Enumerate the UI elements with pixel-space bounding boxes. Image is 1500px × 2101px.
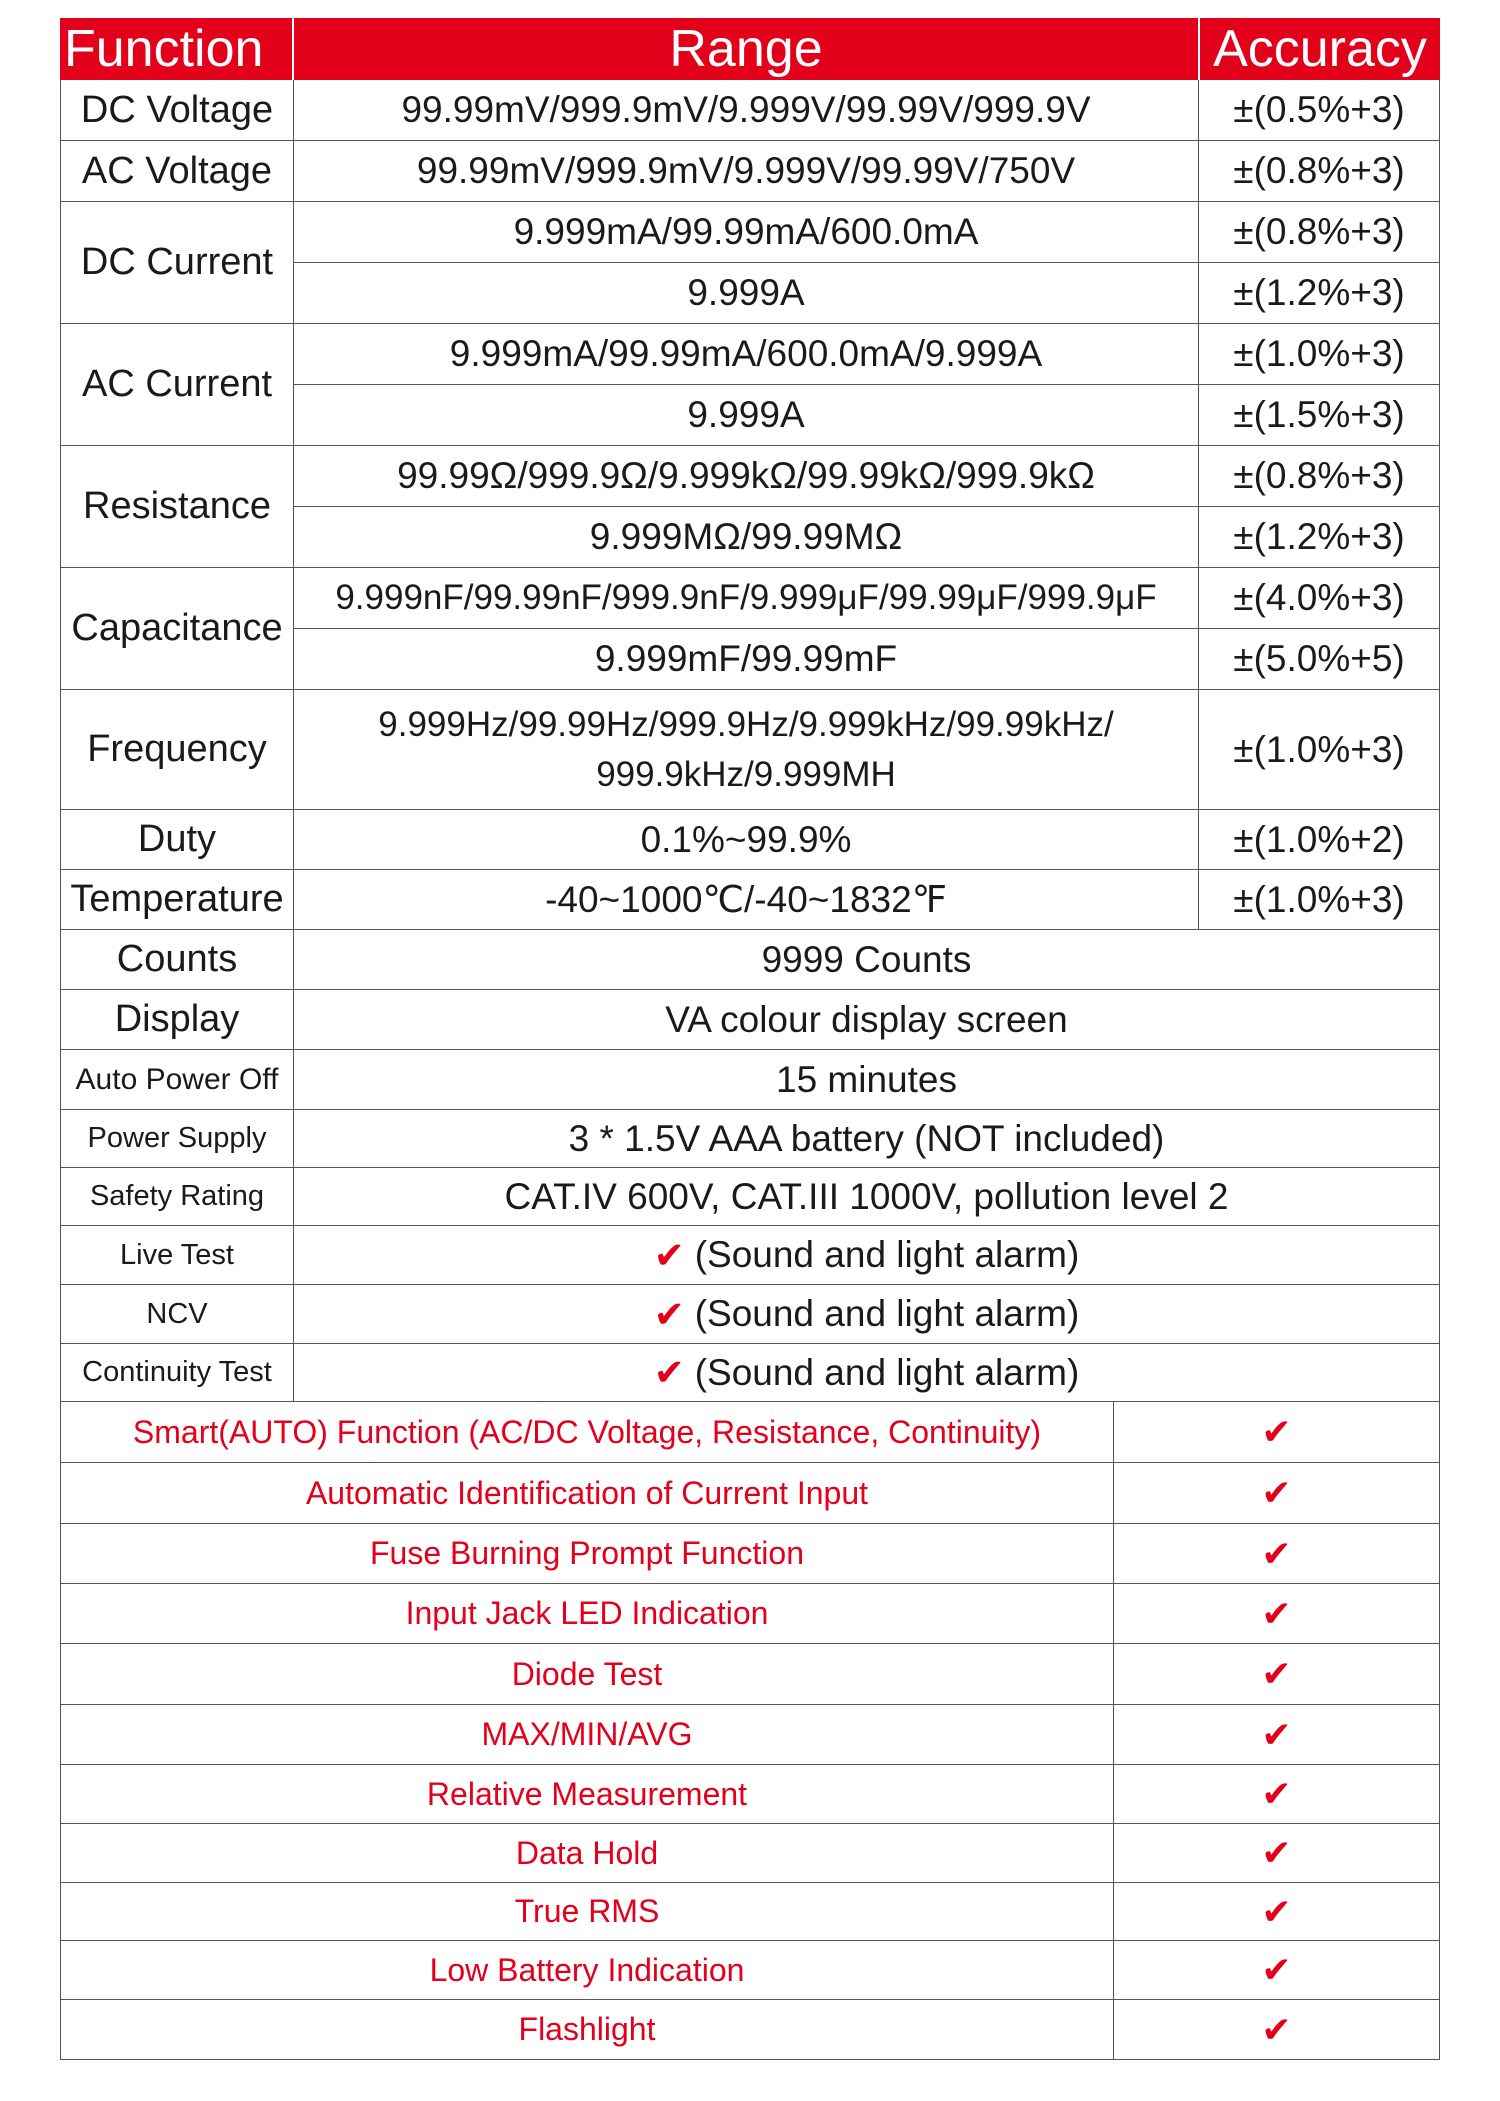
general-label: Power Supply	[60, 1110, 294, 1168]
spec-row-ac-current	[60, 324, 1440, 446]
accuracy-value: ±(0.5%+3)	[1198, 80, 1440, 141]
general-value-text: (Sound and light alarm)	[694, 1351, 1080, 1393]
check-icon: ✔	[1114, 1941, 1440, 2000]
feature-row	[60, 1584, 1440, 1644]
general-value: 3 * 1.5V AAA battery (NOT included)	[294, 1110, 1440, 1168]
feature-row	[60, 1705, 1440, 1765]
spec-row-temperature	[60, 870, 1440, 930]
check-icon: ✔	[653, 1293, 685, 1335]
check-icon: ✔	[1114, 1463, 1440, 1524]
feature-label: Smart(AUTO) Function (AC/DC Voltage, Resistance, Continuity)	[60, 1402, 1114, 1463]
range-value: 9.999mF/99.99mF	[294, 629, 1198, 690]
feature-label: Diode Test	[60, 1644, 1114, 1705]
general-row-live-test	[60, 1226, 1440, 1285]
general-value: CAT.IV 600V, CAT.III 1000V, pollution level 2	[294, 1168, 1440, 1226]
feature-label: Relative Measurement	[60, 1765, 1114, 1824]
accuracy-value: ±(1.0%+3)	[1198, 870, 1440, 930]
feature-label: MAX/MIN/AVG	[60, 1705, 1114, 1765]
general-value: 15 minutes	[294, 1050, 1440, 1110]
function-label: Frequency	[60, 690, 294, 810]
header-function: Function	[60, 18, 294, 80]
range-value: 99.99mV/999.9mV/9.999V/99.99V/999.9V	[294, 80, 1198, 141]
general-row-counts	[60, 930, 1440, 990]
function-label: DC Current	[60, 202, 294, 324]
function-label: DC Voltage	[60, 80, 294, 141]
range-value: 9.999A	[294, 263, 1198, 324]
range-value: -40~1000℃/-40~1832℉	[294, 870, 1198, 930]
feature-label: Fuse Burning Prompt Function	[60, 1524, 1114, 1584]
general-value	[294, 1285, 1440, 1344]
check-icon: ✔	[653, 1352, 685, 1393]
function-label: Resistance	[60, 446, 294, 568]
general-value	[294, 1226, 1440, 1285]
feature-label: Data Hold	[60, 1824, 1114, 1883]
general-row-display	[60, 990, 1440, 1050]
general-label: Auto Power Off	[60, 1050, 294, 1110]
feature-row	[60, 1824, 1440, 1883]
check-icon: ✔	[1114, 2000, 1440, 2060]
feature-row	[60, 2000, 1440, 2060]
accuracy-value: ±(1.0%+3)	[1198, 690, 1440, 810]
feature-label: True RMS	[60, 1883, 1114, 1941]
accuracy-value: ±(1.2%+3)	[1198, 263, 1440, 324]
range-line-1: 9.999Hz/99.99Hz/999.9Hz/9.999kHz/99.99kHz/	[378, 704, 1114, 744]
general-label: Continuity Test	[60, 1344, 294, 1402]
header-range: Range	[294, 18, 1198, 80]
accuracy-value: ±(0.8%+3)	[1198, 446, 1440, 507]
feature-row	[60, 1765, 1440, 1824]
feature-row	[60, 1883, 1440, 1941]
accuracy-value: ±(1.2%+3)	[1198, 507, 1440, 568]
spec-row-resistance	[60, 446, 1440, 568]
feature-row	[60, 1463, 1440, 1524]
header-accuracy: Accuracy	[1198, 18, 1440, 80]
spec-row-dc-current	[60, 202, 1440, 324]
accuracy-value: ±(0.8%+3)	[1198, 202, 1440, 263]
feature-row	[60, 1524, 1440, 1584]
accuracy-value: ±(1.0%+2)	[1198, 810, 1440, 870]
accuracy-value: ±(1.0%+3)	[1198, 324, 1440, 385]
general-row-ncv	[60, 1285, 1440, 1344]
general-row-power-supply	[60, 1110, 1440, 1168]
general-label: Display	[60, 990, 294, 1050]
range-value: 99.99Ω/999.9Ω/9.999kΩ/99.99kΩ/999.9kΩ	[294, 446, 1198, 507]
range-line-2: 999.9kHz/9.999MH	[596, 754, 896, 794]
spec-row-duty	[60, 810, 1440, 870]
general-value-text: (Sound and light alarm)	[694, 1293, 1080, 1334]
function-label: AC Current	[60, 324, 294, 446]
feature-label: Automatic Identification of Current Input	[60, 1463, 1114, 1524]
general-value: 9999 Counts	[294, 930, 1440, 990]
range-value: 9.999A	[294, 385, 1198, 446]
range-value: 9.999mA/99.99mA/600.0mA/9.999A	[294, 324, 1198, 385]
spec-row-ac-voltage	[60, 141, 1440, 202]
check-icon: ✔	[1114, 1402, 1440, 1463]
accuracy-value: ±(1.5%+3)	[1198, 385, 1440, 446]
function-label: Duty	[60, 810, 294, 870]
feature-label: Low Battery Indication	[60, 1941, 1114, 2000]
general-value-text: (Sound and light alarm)	[694, 1234, 1080, 1275]
accuracy-value: ±(5.0%+5)	[1198, 629, 1440, 690]
general-row-auto-power-off	[60, 1050, 1440, 1110]
feature-label: Input Jack LED Indication	[60, 1584, 1114, 1644]
feature-label: Flashlight	[60, 2000, 1114, 2060]
general-row-continuity-test	[60, 1344, 1440, 1402]
feature-row	[60, 1941, 1440, 2000]
general-row-safety-rating	[60, 1168, 1440, 1226]
general-label: Live Test	[60, 1226, 294, 1285]
range-value: 0.1%~99.9%	[294, 810, 1198, 870]
function-label: Capacitance	[60, 568, 294, 690]
function-label: AC Voltage	[60, 141, 294, 202]
feature-row	[60, 1644, 1440, 1705]
check-icon: ✔	[1114, 1644, 1440, 1705]
check-icon: ✔	[653, 1234, 685, 1276]
general-label: Counts	[60, 930, 294, 990]
feature-row	[60, 1402, 1440, 1463]
spec-row-capacitance	[60, 568, 1440, 690]
function-label: Temperature	[60, 870, 294, 930]
check-icon: ✔	[1114, 1584, 1440, 1644]
check-icon: ✔	[1114, 1524, 1440, 1584]
check-icon: ✔	[1114, 1824, 1440, 1883]
general-label: Safety Rating	[60, 1168, 294, 1226]
check-icon: ✔	[1114, 1883, 1440, 1941]
general-label: NCV	[60, 1285, 294, 1344]
range-value: 9.999MΩ/99.99MΩ	[294, 507, 1198, 568]
accuracy-value: ±(0.8%+3)	[1198, 141, 1440, 202]
range-value	[294, 690, 1198, 810]
accuracy-value: ±(4.0%+3)	[1198, 568, 1440, 629]
check-icon: ✔	[1114, 1765, 1440, 1824]
table-header	[60, 18, 1440, 80]
range-value: 99.99mV/999.9mV/9.999V/99.99V/750V	[294, 141, 1198, 202]
range-value: 9.999mA/99.99mA/600.0mA	[294, 202, 1198, 263]
check-icon: ✔	[1114, 1705, 1440, 1765]
spec-row-frequency	[60, 690, 1440, 810]
general-value	[294, 1344, 1440, 1402]
range-value: 9.999nF/99.99nF/999.9nF/9.999μF/99.99μF/999.9μF	[294, 568, 1198, 629]
general-value: VA colour display screen	[294, 990, 1440, 1050]
spec-row-dc-voltage	[60, 80, 1440, 141]
